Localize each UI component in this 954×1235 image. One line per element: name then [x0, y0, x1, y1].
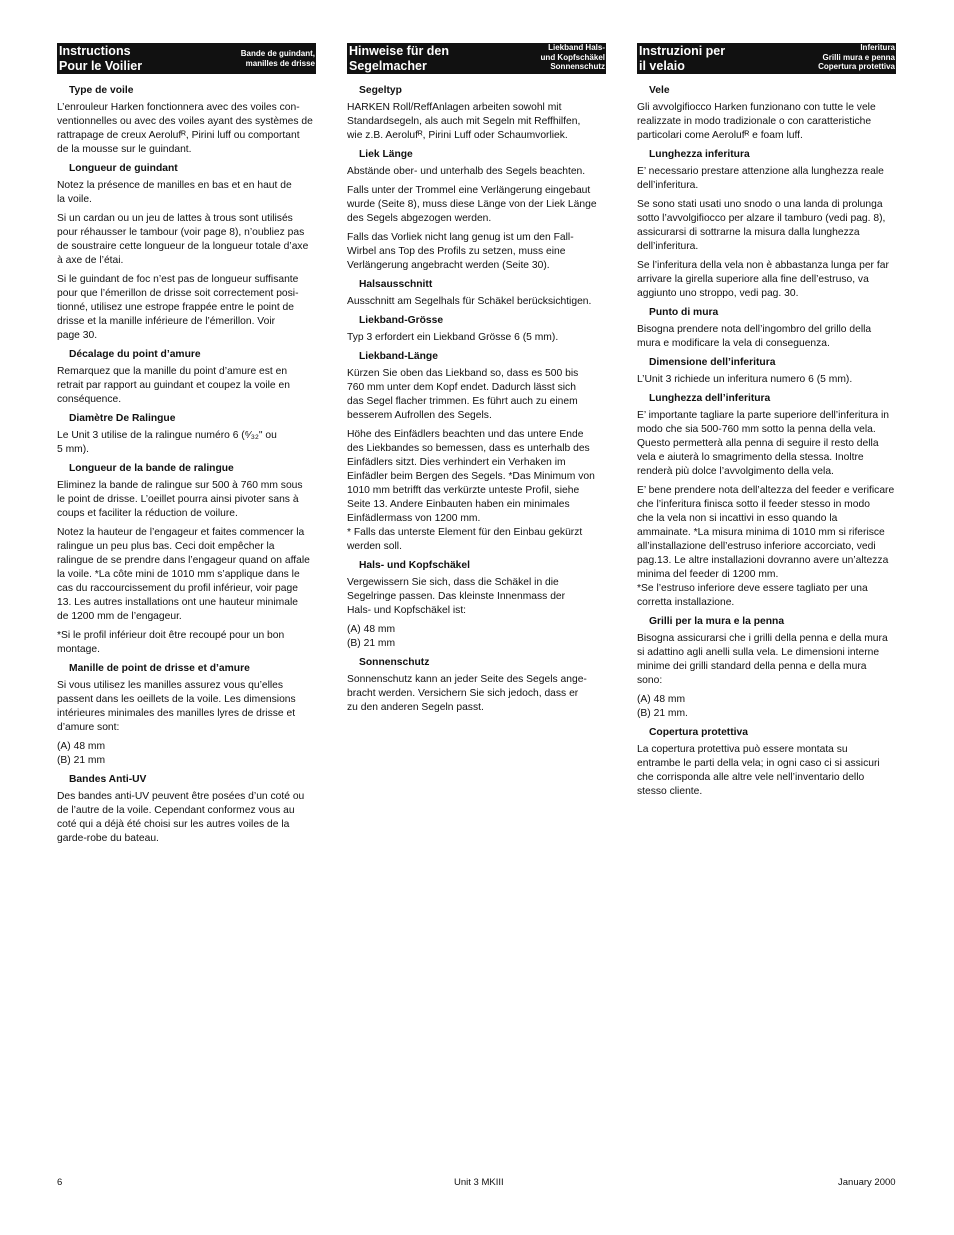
section-heading: Longueur de guindant: [69, 163, 178, 174]
paragraph: Vergewissern Sie sich, dass die Schäkel in die Segelringe passen. Das kleinste Innenmass der Hals- und Kopfschäkel ist:: [347, 577, 566, 616]
column-italian: [637, 43, 896, 804]
paragraph: Bisogna assicurarsi che i grilli della penna e della mura si adattino agli anelli sulla vela. Le dimensioni interne minime dei grilli standard della penna e della mura sono:: [637, 633, 888, 686]
header-title: Hinweise für den Segelmacher: [349, 44, 450, 73]
paragraph: Gli avvolgifiocco Harken funzionano con tutte le vele realizzate in modo tradizionale o con caratteristiche particolari come Aerolufᴿ e foam luff.: [637, 102, 876, 141]
paragraph: Si le guindant de foc n’est pas de longueur suffisante pour que l’émerillon de drisse soit correctement posi- tionné, utilisez une estrope frappée entre le point de drisse et la manille inférieure de l’émerillon. Voir page 30.: [57, 274, 299, 341]
section-heading: Lunghezza inferitura: [649, 149, 750, 160]
section-heading: Dimensione dell’inferitura: [649, 357, 776, 368]
header-subtitle: Bande de guindant, manilles de drisse: [240, 49, 315, 68]
section-heading: Liekband-Grösse: [359, 315, 444, 326]
paragraph: *Si le profil inférieur doit être recoupé pour un bon montage.: [57, 630, 285, 655]
paragraph: Typ 3 erfordert ein Liekband Grösse 6 (5 mm).: [347, 332, 559, 343]
paragraph: Abstände ober- und unterhalb des Segels beachten.: [347, 166, 586, 177]
footer-model: Unit 3 MKIII: [454, 1177, 504, 1188]
section-heading: Punto di mura: [649, 307, 719, 318]
column-body: [637, 84, 896, 799]
section-heading: Manille de point de drisse et d’amure: [69, 663, 250, 674]
paragraph: Ausschnitt am Segelhals für Schäkel berücksichtigen.: [347, 296, 592, 307]
section-heading: Sonnenschutz: [359, 657, 430, 668]
paragraph: HARKEN Roll/ReffAnlagen arbeiten sowohl mit Standardsegeln, als auch mit Segeln mit Reffhilfen, wie z.B. Aerolufᴿ, Pirini Luff oder Schaumvorliek.: [347, 102, 581, 141]
paragraph: (A) 48 mm (B) 21 mm: [347, 624, 396, 649]
paragraph: Höhe des Einfädlers beachten und das untere Ende des Liekbandes so bemessen, dass es unterhalb des Einfädlers sitzt. Dies verhindert ein Verhaken im Einfädler beim Bergen des Segels. *Das Minimum von 1010 mm betrifft das verkürzte unteste Profil, siehe Seite 13. Andere Einbauten haben ein minimales Einfädlermass von 1200 mm. * Falls das unterste Element für den Einbau gekürzt werden soll.: [347, 429, 595, 552]
paragraph: Falls das Vorliek nicht lang genug ist um den Fall- Wirbel ans Top des Profils zu setzen, muss eine Verlängerung angebracht werden (Seite 30).: [347, 232, 574, 271]
section-heading: Bandes Anti-UV: [69, 774, 147, 785]
column-body: [347, 84, 606, 715]
page-number: 6: [57, 1177, 63, 1188]
paragraph: La copertura protettiva può essere montata su entrambe le parti della vela; in ogni caso ci si assicuri che corrisponda alle altre vele nell’inventario dello stesso cliente.: [637, 744, 880, 797]
section-heading: Décalage du point d’amure: [69, 349, 201, 360]
section-heading: Type de voile: [69, 85, 134, 96]
column-header: [637, 43, 896, 74]
header-subtitle: Liekband Hals- und Kopfschäkel Sonnenschutz: [540, 43, 605, 71]
paragraph: (A) 48 mm (B) 21 mm: [57, 741, 106, 766]
paragraph: Se l’inferitura della vela non è abbastanza lunga per far arrivare la girella superiore alla fine dell’estruso, va aggiunto uno stroppo, vedi pag. 30.: [637, 260, 889, 299]
paragraph: Le Unit 3 utilise de la ralingue numéro 6 (⁶⁄₃₂" ou 5 mm).: [57, 430, 277, 455]
paragraph: Bisogna prendere nota dell’ingombro del grillo della mura e modificare la vela di conseguenza.: [637, 324, 872, 349]
paragraph: E’ necessario prestare attenzione alla lunghezza reale dell’inferitura.: [637, 166, 884, 191]
section-heading: Segeltyp: [359, 85, 402, 96]
section-heading: Liekband-Länge: [359, 351, 438, 362]
section-heading: Lunghezza dell’inferitura: [649, 393, 771, 404]
column-german: [347, 43, 606, 720]
paragraph: Si vous utilisez les manilles assurez vous qu’elles passent dans les oeillets de la voile. Les dimensions intérieures minimales des manilles lyres de drisse et d’amure sont:: [57, 680, 296, 733]
paragraph: Des bandes anti-UV peuvent être posées d’un coté ou de l’autre de la voile. Cependant conformez vous au coté qui a déjà été choisi sur les autres voiles de la garde-robe du bateau.: [57, 791, 305, 844]
header-title: Instruzioni per il velaio: [639, 44, 726, 73]
column-header: [57, 43, 316, 74]
header-title: Instructions Pour le Voilier: [59, 44, 143, 73]
section-heading: Grilli per la mura e la penna: [649, 616, 785, 627]
paragraph: Se sono stati usati uno snodo o una landa di prolunga sotto l’avvolgifiocco per alzare il tamburo (vedi pag. 8), assicurarsi di sottrarne la misura dalla lunghezza dell’inferitura.: [637, 199, 886, 252]
paragraph: Falls unter der Trommel eine Verlängerung eingebaut wurde (Seite 8), muss diese Länge von der Liek Länge des Segels abgezogen werden.: [347, 185, 597, 224]
paragraph: Notez la présence de manilles en bas et en haut de la voile.: [57, 180, 292, 205]
paragraph: Sonnenschutz kann an jeder Seite des Segels ange- bracht werden. Versichern Sie sich jedoch, dass er zu den anderen Segeln passt.: [347, 674, 587, 713]
paragraph: L’enrouleur Harken fonctionnera avec des voiles con- ventionnelles ou avec des voiles ayant des systèmes de rattrapage de creux Aerolufᴿ, Pirini luff ou comportant de la mousse sur le guindant.: [57, 102, 313, 155]
section-heading: Hals- und Kopfschäkel: [359, 560, 470, 571]
footer-date: January 2000: [838, 1177, 896, 1188]
section-heading: Vele: [649, 85, 670, 96]
paragraph: E’ importante tagliare la parte superiore dell’inferitura in modo che sia 500-760 mm sotto la penna della vela. Questo permetterà alla penna di seguire il resto della vela e aiuterà lo smagrimento della stessa. Inoltre renderà più dolce l’avvolgimento della vela.: [637, 410, 890, 477]
paragraph: (A) 48 mm (B) 21 mm.: [637, 694, 688, 719]
paragraph: E’ bene prendere nota dell’altezza del feeder e verificare che l’inferitura finisca sotto il feeder stesso in modo che la vela non si incattivi in esso quando la ammainate. *La misura minima di 1010 mm si riferisce all’installazione dell’estruso inferiore accorciato, vedi pag.13. Le altre installazioni dovranno avere un’altezza minima del feeder di 1200 mm. *Se l’estruso inferiore deve essere tagliato per una corretta installazione.: [637, 485, 895, 608]
column-body: [57, 84, 316, 846]
section-heading: Longueur de la bande de ralingue: [69, 463, 234, 474]
section-heading: Halsausschnitt: [359, 279, 433, 290]
column-french: [57, 43, 316, 851]
header-subtitle: Inferitura Grilli mura e penna Copertura protettiva: [818, 43, 895, 71]
section-heading: Liek Länge: [359, 149, 413, 160]
section-heading: Diamètre De Ralingue: [69, 413, 176, 424]
column-header: [347, 43, 606, 74]
paragraph: L’Unit 3 richiede un inferitura numero 6 (5 mm).: [637, 374, 853, 385]
section-heading: Copertura protettiva: [649, 727, 748, 738]
paragraph: Si un cardan ou un jeu de lattes à trous sont utilisés pour réhausser le tambour (voir page 8), n’oubliez pas de soustraire cette longueur de la longueur totale d’axe à axe de l’étai.: [57, 213, 309, 266]
paragraph: Eliminez la bande de ralingue sur 500 à 760 mm sous le point de drisse. L’oeillet pourra ainsi pivoter sans à coups et faciliter la réduction de voilure.: [57, 480, 303, 519]
paragraph: Notez la hauteur de l’engageur et faites commencer la ralingue un peu plus bas. Ceci doit empêcher la ralingue de se prendre dans l’engageur quand on affale la voile. *La côte mini de 1010 mm s’applique dans le cas du raccourcissement du profil inférieur, voir page 13. Les autres installations ont une hauteur minimale de 1200 mm de l’engageur.: [57, 527, 310, 622]
paragraph: Remarquez que la manille du point d’amure est en retrait par rapport au guindant et coupez la voile en conséquence.: [57, 366, 290, 405]
paragraph: Kürzen Sie oben das Liekband so, dass es 500 bis 760 mm unter dem Kopf endet. Dadurch lässt sich das Segel flacher trimmen. Es führt auch zu einem besserem Aufrollen des Segels.: [347, 368, 579, 421]
